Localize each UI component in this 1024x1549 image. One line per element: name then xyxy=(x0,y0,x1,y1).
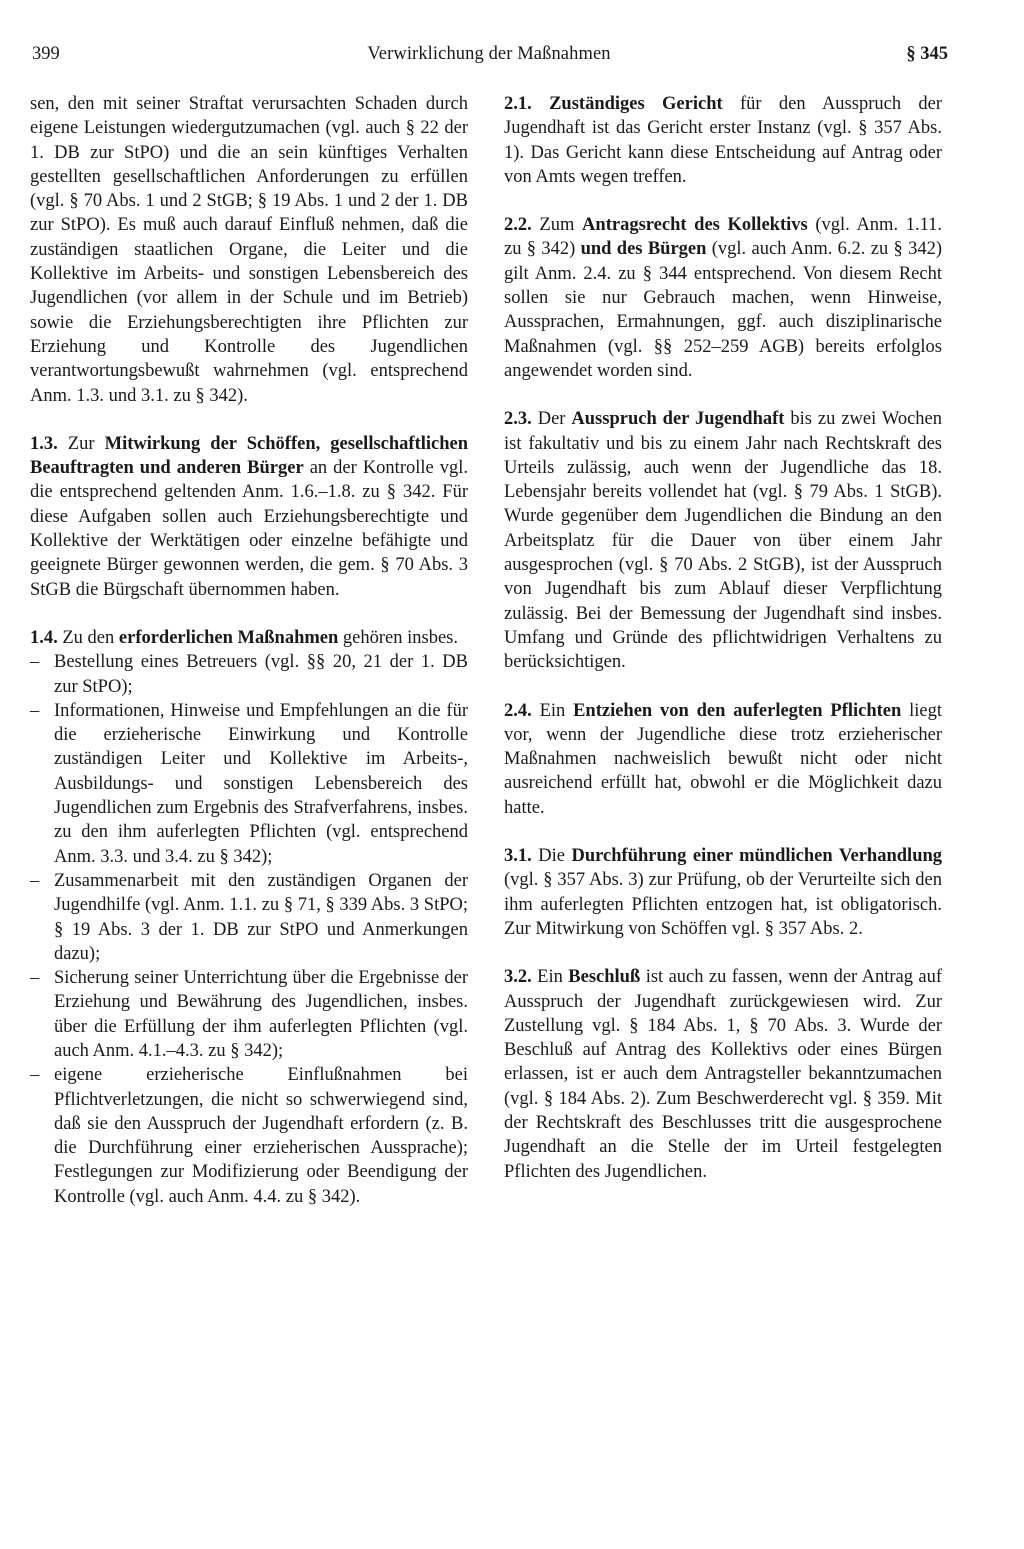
paragraph-number: 3.2. xyxy=(504,967,532,988)
paragraph-keyword: Mitwirkung der Schöffen, gesellschaftlichen Beauftragten und anderen Bürger xyxy=(30,433,469,479)
paragraph-1-4 xyxy=(30,626,468,650)
list-item xyxy=(30,966,468,1063)
paragraph-lead: Zu den xyxy=(62,627,115,648)
paragraph-text: liegt vor, wenn der Jugendliche diese trotz erzieherischer Maßnahmen nachweislich bewußt nicht oder nicht ausreichend erfüllt hat, obwohl er die Möglichkeit dazu hatte. xyxy=(504,700,943,818)
paragraph-lead: Zur xyxy=(67,433,95,454)
list-item xyxy=(30,699,468,869)
page-number: 399 xyxy=(32,44,60,64)
measures-list xyxy=(30,650,468,1209)
paragraph-keyword: erforderlichen Maßnahmen xyxy=(118,627,339,648)
paragraph-keyword: Entziehen von den auferlegten Pflichten xyxy=(573,700,902,721)
paragraph-keyword: Beschluß xyxy=(568,967,641,988)
list-item-text: Informationen, Hinweise und Empfehlungen an die für die erzieherische Einwirkung und Kontrolle zuständigen Leiter und Kollektive im Arbeits-, Ausbildungs- und sonstigen Lebensbereich des Jugendlichen zum Ergebnis des Strafverfahrens, insbes. zu den ihm auferlegten Pflichten (vgl. entsprechend Anm. 3.3. und 3.4. zu § 342); xyxy=(54,700,468,867)
paragraph-lead: Ein xyxy=(537,967,563,988)
paragraph-lead: Die xyxy=(538,846,565,867)
paragraph-lead: Zum xyxy=(539,215,575,236)
paragraph-text: an der Kontrolle vgl. die entsprechend geltenden Anm. 1.6.–1.8. zu § 342. Für diese Aufgaben sollen auch Erziehungsberechtigte und Kollektive der Werktätigen oder einzelne befähigte und geeignete Bürger gewonnen werden, die gem. § 70 Abs. 3 StGB die Bürgschaft übernommen haben. xyxy=(30,458,469,600)
list-marker: – xyxy=(30,1065,40,1086)
paragraph-text: bis zu zwei Wochen ist fakultativ und bis zu einem Jahr nach Rechtskraft des Urteils zulässig, auch wenn der Jugendliche das 18. Lebensjahr bereits vollendet hat (vgl. § 79 Abs. 1 StGB). Wurde gegenüber dem Jugendlichen die Bindung an den Arbeitsplatz für die Dauer von über einem Jahr ausgesprochen (vgl. § 70 Abs. 2 StGB), ist der Ausspruch von Jugendhaft bis zum Ablauf dieser Verpflichtung zulässig. Bei der Bemessung der Jugendhaft sind insbes. Umfang und Gründe des pflichtwidrigen Verhaltens zu berücksichtigen. xyxy=(504,409,943,673)
list-item-text: eigene erzieherische Einflußnahmen bei Pflichtverletzungen, die nicht so schwerwiegend sind, daß sie den Ausspruch der Jugendhaft erfordern (z. B. die Durchführung einer erzieherischen Aussprache); Festlegungen zur Modifizierung oder Beendigung der Kontrolle (vgl. auch Anm. 4.4. zu § 342). xyxy=(54,1065,468,1207)
running-title: Verwirklichung der Maßnahmen xyxy=(367,44,611,64)
paragraph-1-3 xyxy=(30,432,468,602)
left-column xyxy=(30,92,468,1209)
list-marker: – xyxy=(30,968,40,989)
paragraph-3-1 xyxy=(504,844,942,941)
list-item xyxy=(30,1063,468,1209)
page-header xyxy=(30,44,948,70)
paragraph-keyword: Durchführung einer mündlichen Verhandlung xyxy=(571,846,943,867)
paragraph-2-4 xyxy=(504,699,942,820)
paragraph-text: (vgl. Anm. 1.11. zu § 342) xyxy=(504,215,943,260)
list-item-text: Sicherung seiner Unterrichtung über die Ergebnisse der Erziehung und Bewährung des Jugendlichen, insbes. über die Erfüllung der ihm auferlegten Pflichten (vgl. auch Anm. 4.1.–4.3. zu § 342); xyxy=(54,968,468,1061)
paragraph-2-1 xyxy=(504,92,942,189)
list-item xyxy=(30,650,468,699)
paragraph-text: (vgl. § 357 Abs. 3) zur Prüfung, ob der Verurteilte sich den ihm auferlegten Pflichten entzogen hat, ist obligatorisch. Zur Mitwirkung von Schöffen vgl. § 357 Abs. 2. xyxy=(504,870,942,939)
paragraph-number: 2.2. xyxy=(504,215,532,236)
paragraph-2-2 xyxy=(504,213,942,383)
paragraph-number: 2.1. xyxy=(504,94,532,114)
paragraph-lead: Der xyxy=(537,409,566,430)
list-marker: – xyxy=(30,870,40,891)
list-item-text: Bestellung eines Betreuers (vgl. §§ 20, 21 der 1. DB zur StPO); xyxy=(54,652,468,697)
right-column xyxy=(504,92,942,1184)
paragraph-keyword: Antragsrecht des Kollektivs xyxy=(582,215,808,236)
paragraph-number: 2.3. xyxy=(504,409,532,430)
continuation-paragraph: sen, den mit seiner Straftat verursachten Schaden durch eigene Leistungen wiedergutzumachen (vgl. auch § 22 der 1. DB zur StPO) und die an sein künftiges Verhalten gestellten gesellschaftlichen Anforderungen zu erfüllen (vgl. § 70 Abs. 1 und 2 StGB; § 19 Abs. 1 und 2 der 1. DB zur StPO). Es muß auch darauf Einfluß nehmen, daß die zuständigen staatlichen Organe, die Leiter und die Kollektive im Arbeits- und sonstigen Lebensbereich des Jugendlichen (vor allem in der Schule und im Betrieb) sowie die Erziehungsberechtigten ihre Pflichten zur Erziehung und Kontrolle des Jugendlichen verantwortungsbewußt wahrnehmen (vgl. entsprechend Anm. 1.3. und 3.1. zu § 342). xyxy=(30,94,468,406)
paragraph-keyword: Ausspruch der Jugendhaft xyxy=(571,409,785,430)
paragraph-keyword: Zuständiges Gericht xyxy=(549,94,723,114)
list-item-text: Zusammenarbeit mit den zuständigen Organen der Jugendhilfe (vgl. Anm. 1.1. zu § 71, § 339 Abs. 3 StPO; § 19 Abs. 3 der 1. DB zur StPO und Anmerkungen dazu); xyxy=(54,870,468,964)
paragraph-number: 1.3. xyxy=(30,433,58,454)
paragraph-lead: Ein xyxy=(539,700,566,721)
paragraph-number: 3.1. xyxy=(504,846,532,867)
paragraph-2-3 xyxy=(504,407,942,674)
section-number: § 345 xyxy=(906,44,948,64)
paragraph-text: für den Ausspruch der Jugendhaft ist das Gericht erster Instanz (vgl. § 357 Abs. 1). Das Gericht kann diese Entscheidung auf Antrag oder von Amts wegen treffen. xyxy=(504,94,943,187)
paragraph-text: ist auch zu fassen, wenn der Antrag auf Ausspruch der Jugendhaft zurückgewiesen wird. Zur Zustellung vgl. § 184 Abs. 1, § 70 Abs. 3. Wurde der Beschluß auf Antrag des Kollektivs oder eines Bürgen erlassen, ist er auch dem Antragsteller bekanntzumachen (vgl. § 184 Abs. 2). Zum Beschwerderecht vgl. § 359. Mit der Rechtskraft des Beschlusses tritt die ausgesprochene Jugendhaft an die Stelle der im Urteil festgelegten Pflichten des Jugendlichen. xyxy=(504,967,943,1182)
list-item xyxy=(30,869,468,966)
paragraph-text: (vgl. auch Anm. 6.2. zu § 342) gilt Anm. 2.4. zu § 344 entsprechend. Von diesem Recht sollen sie nur Gebrauch machen, wenn Hinweise, Aussprachen, Ermahnungen, ggf. auch disziplinarische Maßnahmen (vgl. §§ 252–259 AGB) bereits erfolglos angewendet worden sind. xyxy=(504,239,943,381)
paragraph-3-2 xyxy=(504,965,942,1184)
list-marker: – xyxy=(30,700,40,721)
paragraph-keyword: und des Bürgen xyxy=(580,239,707,260)
list-marker: – xyxy=(30,652,40,673)
paragraph-text: gehören insbes. xyxy=(342,627,459,648)
paragraph-number: 2.4. xyxy=(504,700,532,721)
paragraph-number: 1.4. xyxy=(30,627,58,648)
